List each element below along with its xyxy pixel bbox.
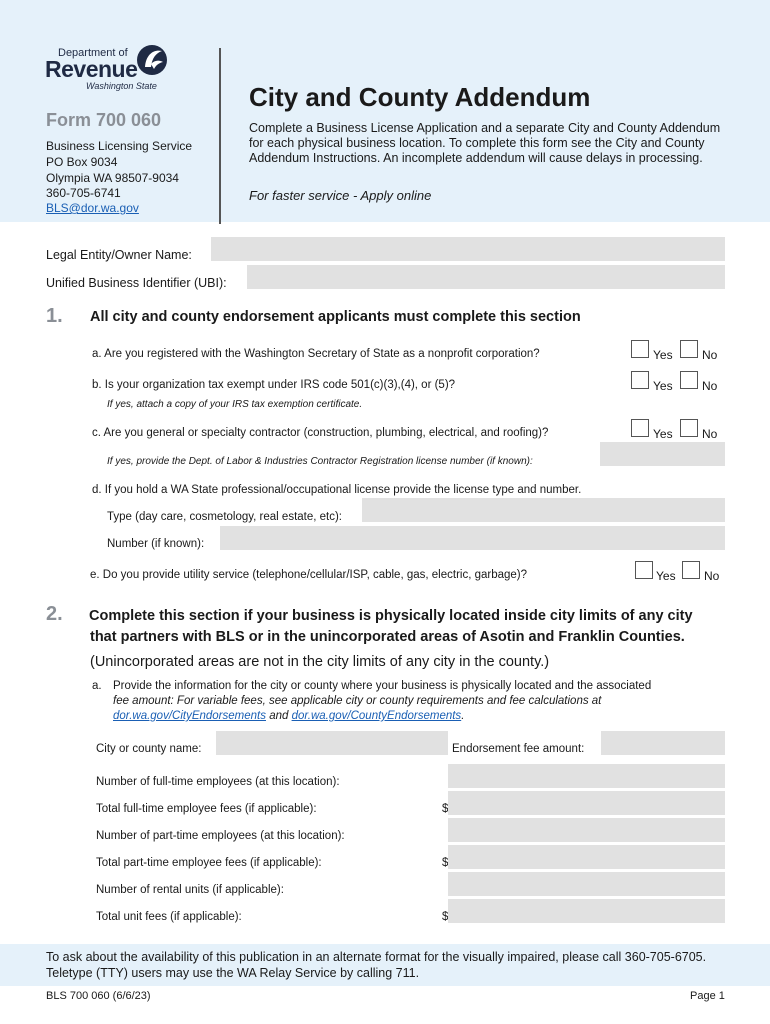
question-e: e. Do you provide utility service (telephone/cellular/ISP, cable, gas, electric, garbage)? [90,569,528,581]
question-c-note: If yes, provide the Dept. of Labor & Industries Contractor Registration license number (if known): [107,456,533,467]
part-time-field[interactable] [448,818,725,842]
section-1-heading: All city and county endorsement applicants must complete this section [90,309,581,325]
unit-fees-field[interactable] [448,899,725,923]
question-c: c. Are you general or specialty contractor (construction, plumbing, electrical, and roofing)? [92,427,549,439]
qc-no-checkbox[interactable] [680,419,698,437]
part-time-fees-label: Total part-time employee fees (if applicable): [96,857,322,869]
qa-no-label: No [702,348,718,362]
agency-state: Washington State [86,81,157,91]
item-a-text-1: Provide the information for the city or county where your business is physically located and the associated [113,680,652,692]
full-time-fees-field[interactable] [448,791,725,815]
section-2-subheading: (Unincorporated areas are not in the city limits of any city in the county.) [90,654,550,670]
city-endorsements-link[interactable]: dor.wa.gov/CityEndorsements [113,710,266,722]
qe-yes-checkbox[interactable] [635,561,653,579]
form-code: BLS 700 060 (6/6/23) [46,990,151,1002]
full-time-field[interactable] [448,764,725,788]
license-number-field[interactable] [220,526,725,550]
address-phone: 360-705-6741 [46,186,121,200]
ubi-field[interactable] [247,265,725,289]
page-number: Page 1 [690,990,725,1002]
full-time-fees-label: Total full-time employee fees (if applicable): [96,803,317,815]
qe-no-checkbox[interactable] [682,561,700,579]
qb-no-checkbox[interactable] [680,371,698,389]
city-name-label: City or county name: [96,743,202,755]
full-time-label: Number of full-time employees (at this location): [96,776,340,788]
qa-yes-checkbox[interactable] [631,340,649,358]
full-time-dollar: $ [442,803,449,815]
question-b-note: If yes, attach a copy of your IRS tax exemption certificate. [107,399,363,410]
rental-units-field[interactable] [448,872,725,896]
license-type-field[interactable] [362,498,725,522]
agency-line: Department of [58,47,128,59]
qe-yes-label: Yes [656,569,676,583]
rental-units-label: Number of rental units (if applicable): [96,884,284,896]
qc-yes-checkbox[interactable] [631,419,649,437]
section-2-heading-2: that partners with BLS or in the unincorporated areas of Asotin and Franklin Counties. [90,629,685,645]
accessibility-note: To ask about the availability of this publication in an alternate format for the visually impaired, please call 360-705-6705. Teletype (TTY) users may use the WA Relay Service by calling 711. [46,950,707,980]
qb-yes-label: Yes [653,379,673,393]
link-conjunction: and [269,710,289,722]
endorsement-fee-label: Endorsement fee amount: [452,743,585,755]
page-title: City and County Addendum [249,82,591,112]
question-a: a. Are you registered with the Washington Secretary of State as a nonprofit corporation? [92,348,540,360]
qa-yes-label: Yes [653,348,673,362]
contractor-license-field[interactable] [600,442,725,466]
qa-no-checkbox[interactable] [680,340,698,358]
ubi-label: Unified Business Identifier (UBI): [46,276,227,290]
section-1-number: 1. [46,305,63,327]
address-line-1: Business Licensing Service [46,139,193,153]
dor-logo-icon [134,40,170,80]
unit-fees-dollar: $ [442,911,449,923]
part-time-dollar: $ [442,857,449,869]
form-number: Form 700 060 [46,110,162,130]
part-time-fees-field[interactable] [448,845,725,869]
item-a-prefix: a. [92,680,102,692]
question-b: b. Is your organization tax exempt under IRS code 501(c)(3),(4), or (5)? [92,379,456,391]
license-type-label: Type (day care, cosmetology, real estate, etc): [107,511,343,523]
qb-no-label: No [702,379,718,393]
question-d: d. If you hold a WA State professional/occupational license provide the license type and number. [92,484,582,496]
agency-name: Revenue [45,56,138,82]
city-name-field[interactable] [216,731,448,755]
legal-entity-field[interactable] [211,237,725,261]
part-time-label: Number of part-time employees (at this location): [96,830,345,842]
section-2-heading-1: Complete this section if your business is physically located inside city limits of any city [89,608,693,624]
license-number-label: Number (if known): [107,538,205,550]
qc-no-label: No [702,427,718,441]
qe-no-label: No [704,569,720,583]
faster-service-text[interactable]: For faster service - Apply online [249,188,432,203]
address-line-3: Olympia WA 98507-9034 [46,171,179,185]
qc-yes-label: Yes [653,427,673,441]
qb-yes-checkbox[interactable] [631,371,649,389]
intro-text: Complete a Business License Application and a separate City and County Addendum for each physical business location. To complete this form see the City and County Addendum Instructions. An incomplete addendum will cause delays in processing. [249,121,721,165]
address-line-2: PO Box 9034 [46,155,118,169]
legal-entity-label: Legal Entity/Owner Name: [46,248,192,262]
link-period: . [461,710,465,722]
section-2-number: 2. [46,603,63,625]
item-a-text-2: fee amount: For variable fees, see applicable city or county requirements and fee calculations at [113,695,602,707]
endorsement-fee-field[interactable] [601,731,725,755]
header-divider [219,48,221,224]
county-endorsements-link[interactable]: dor.wa.gov/CountyEndorsements [291,710,462,722]
email-link[interactable]: BLS@dor.wa.gov [46,201,139,215]
unit-fees-label: Total unit fees (if applicable): [96,911,242,923]
